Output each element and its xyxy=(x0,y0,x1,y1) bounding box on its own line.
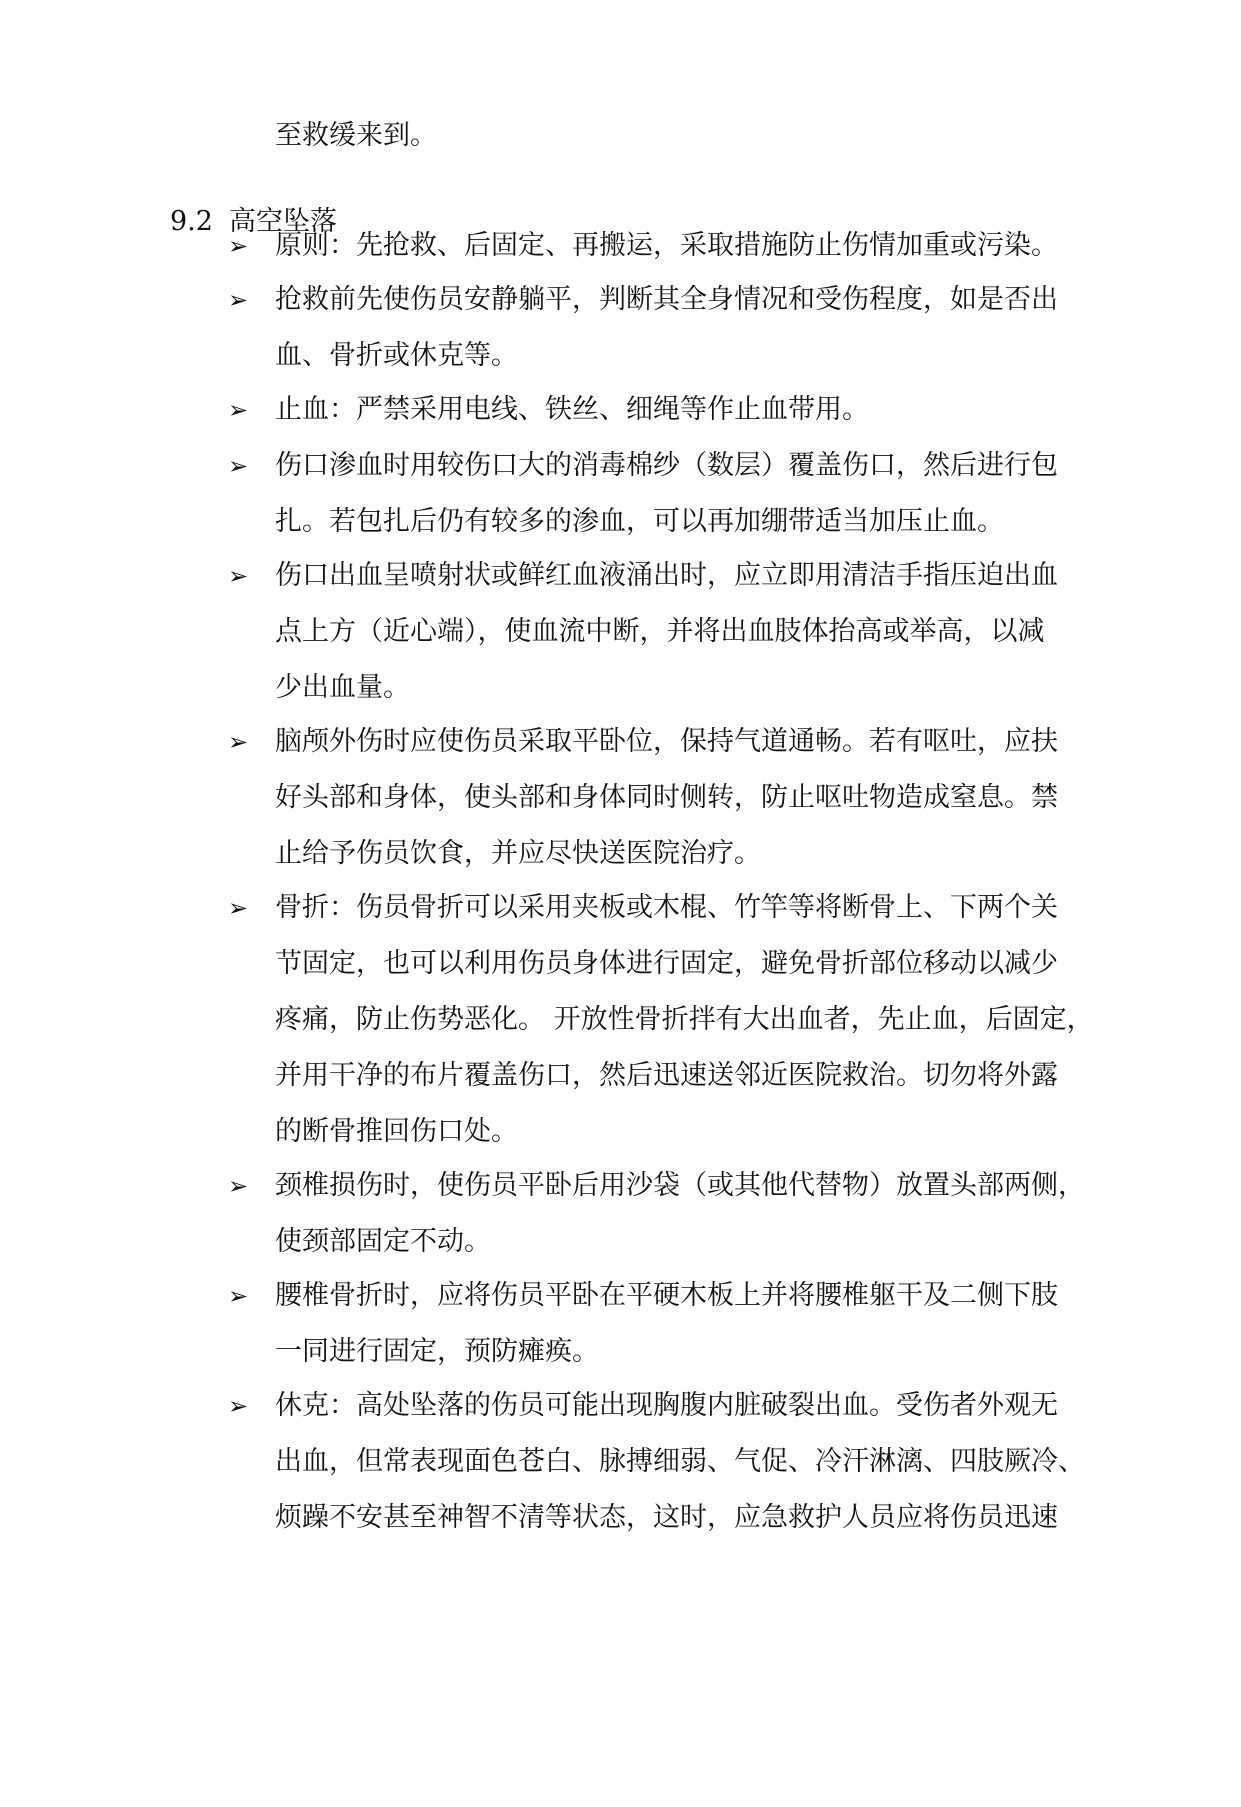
arrow-bullet-icon: ➢ xyxy=(228,1392,249,1420)
arrow-bullet-icon: ➢ xyxy=(228,728,249,756)
arrow-bullet-icon: ➢ xyxy=(228,396,249,424)
text-line: 少出血量。 xyxy=(275,672,410,703)
text-line: 疼痛，防止伤势恶化。 开放性骨折拌有大出血者，先止血，后固定， xyxy=(275,1004,1094,1035)
text-line: 点上方（近心端），使血流中断，并将出血肢体抬高或举高，以减 xyxy=(275,616,1045,647)
text-line: 骨折：伤员骨折可以采用夹板或木棍、竹竿等将断骨上、下两个关 xyxy=(275,892,1058,923)
arrow-bullet-icon: ➢ xyxy=(228,1282,249,1310)
carry-over-text: 至救缓来到。 xyxy=(275,120,437,151)
text-line: 止给予伤员饮食，并应尽快送医院治疗。 xyxy=(275,838,761,869)
list-item xyxy=(228,218,1118,274)
list-item xyxy=(228,880,1118,1160)
text-line: 扎。若包扎后仍有较多的渗血，可以再加绷带适当加压止血。 xyxy=(275,506,1004,537)
arrow-bullet-icon: ➢ xyxy=(228,894,249,922)
list-item-text xyxy=(275,218,1118,274)
arrow-bullet-icon: ➢ xyxy=(228,232,249,260)
text-line: 血、骨折或休克等。 xyxy=(275,340,518,371)
text-line: 伤口出血呈喷射状或鲜红血液涌出时，应立即用清洁手指压迫出血 xyxy=(275,560,1058,591)
list-item xyxy=(228,1268,1118,1380)
list-item xyxy=(228,272,1118,384)
text-line: 一同进行固定，预防瘫痪。 xyxy=(275,1336,599,1367)
list-item-text xyxy=(275,438,1118,550)
section-number: 9.2 xyxy=(170,206,213,237)
text-line: 出血，但常表现面色苍白、脉搏细弱、气促、冷汗淋漓、四肢厥冷、 xyxy=(275,1446,1085,1477)
text-line: 伤口渗血时用较伤口大的消毒棉纱（数层）覆盖伤口，然后进行包 xyxy=(275,450,1058,481)
text-line: 止血：严禁采用电线、铁丝、细绳等作止血带用。 xyxy=(275,394,869,425)
text-line: 腰椎骨折时，应将伤员平卧在平硬木板上并将腰椎躯干及二侧下肢 xyxy=(275,1280,1058,1311)
section-title: 高空坠落 xyxy=(228,206,337,237)
list-item-text xyxy=(275,548,1118,716)
list-item xyxy=(228,382,1118,438)
text-line: 并用干净的布片覆盖伤口，然后迅速送邻近医院救治。切勿将外露 xyxy=(275,1060,1058,1091)
list-item xyxy=(228,1378,1118,1546)
text-line: 好头部和身体，使头部和身体同时侧转，防止呕吐物造成窒息。禁 xyxy=(275,782,1058,813)
text-line: 脑颅外伤时应使伤员采取平卧位，保持气道通畅。若有呕吐，应扶 xyxy=(275,726,1058,757)
arrow-bullet-icon: ➢ xyxy=(228,562,249,590)
text-line: 颈椎损伤时，使伤员平卧后用沙袋（或其他代替物）放置头部两侧， xyxy=(275,1170,1085,1201)
list-item-text xyxy=(275,1268,1118,1380)
list-item xyxy=(228,438,1118,550)
text-line: 抢救前先使伤员安静躺平，判断其全身情况和受伤程度，如是否出 xyxy=(275,284,1058,315)
text-line: 使颈部固定不动。 xyxy=(275,1226,491,1257)
text-line: 休克：高处坠落的伤员可能出现胸腹内脏破裂出血。受伤者外观无 xyxy=(275,1390,1058,1421)
text-line: 的断骨推回伤口处。 xyxy=(275,1116,518,1147)
list-item-text xyxy=(275,1378,1118,1546)
list-item xyxy=(228,1158,1118,1270)
arrow-bullet-icon: ➢ xyxy=(228,452,249,480)
list-item-text xyxy=(275,1158,1118,1270)
arrow-bullet-icon: ➢ xyxy=(228,286,249,314)
arrow-bullet-icon: ➢ xyxy=(228,1172,249,1200)
text-line: 节固定，也可以利用伤员身体进行固定，避免骨折部位移动以减少 xyxy=(275,948,1058,979)
list-item-text xyxy=(275,714,1118,882)
text-line: 烦躁不安甚至神智不清等状态，这时，应急救护人员应将伤员迅速 xyxy=(275,1502,1058,1533)
list-item xyxy=(228,548,1118,716)
list-item-text xyxy=(275,382,1118,438)
list-item xyxy=(228,714,1118,882)
text-line: 原则：先抢救、后固定、再搬运，采取措施防止伤情加重或污染。 xyxy=(275,230,1058,261)
list-item-text xyxy=(275,880,1118,1160)
list-item-text xyxy=(275,272,1118,384)
